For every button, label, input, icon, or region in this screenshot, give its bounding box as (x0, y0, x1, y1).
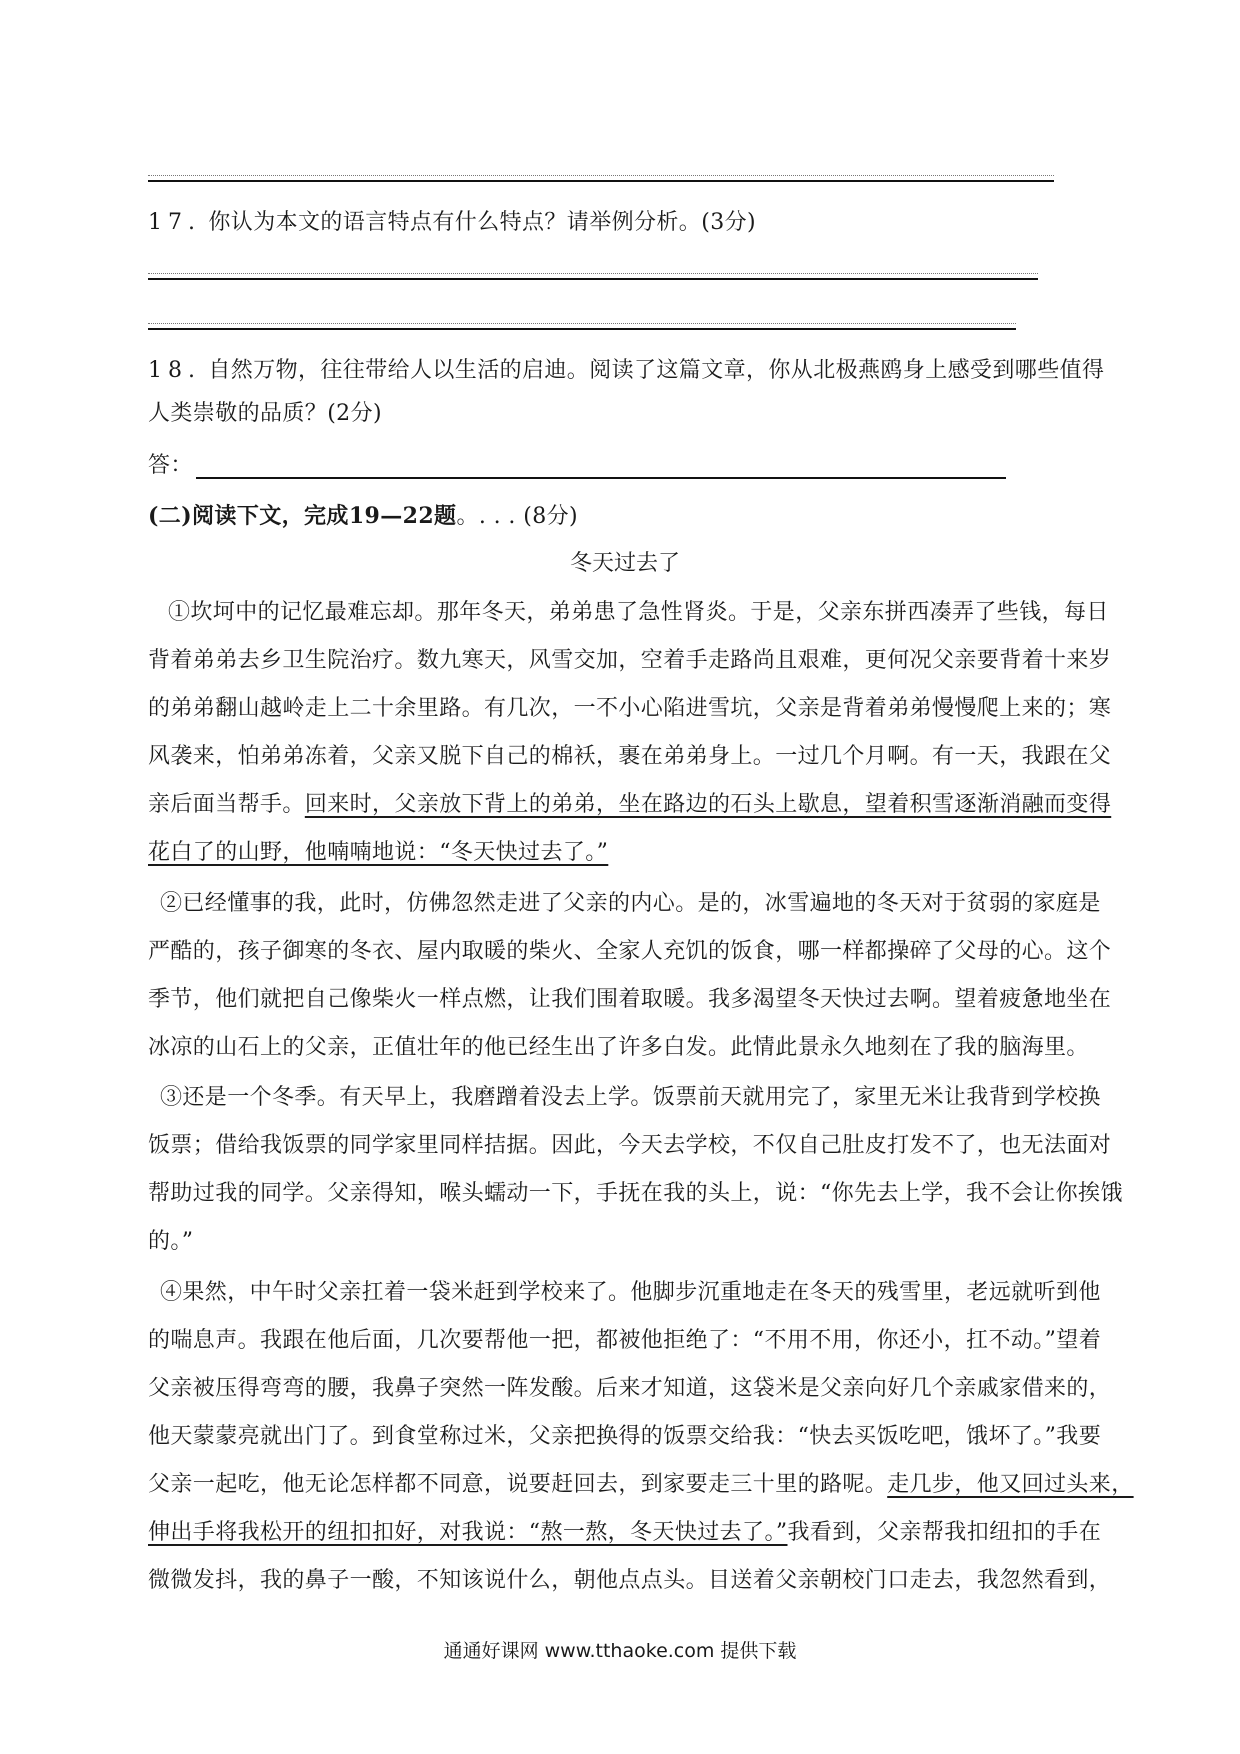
paragraph-2-line-1: ②已经懂事的我，此时，仿佛忽然走进了父亲的内心。是的，冰雪遍地的冬天对于贫弱的家庭是 (160, 891, 1101, 916)
paragraph-2-line-4: 冰凉的山石上的父亲，正值壮年的他已经生出了许多白发。此情此景永久地刻在了我的脑海里。 (148, 1035, 1089, 1060)
paragraph-1-line-3: 的弟弟翻山越岭走上二十余里路。有几次，一不小心陷进雪坑，父亲是背着弟弟慢慢爬上来的；寒 (148, 696, 1112, 721)
paragraph-4-line-5 (148, 1469, 1134, 1501)
question-18-line2: 人类崇敬的品质？(2分) (148, 401, 382, 426)
question-17 (148, 207, 756, 239)
paragraph-1-underlined-sentence-b: 花白了的山野，他喃喃地说：“冬天快过去了。” (148, 840, 609, 865)
paragraph-4-line-2: 的喘息声。我跟在他后面，几次要帮他一把，都被他拒绝了：“不用不用，你还小，扛不动。”望着 (148, 1328, 1102, 1353)
section-heading-tail: 。. . . (456, 504, 516, 529)
paragraph-1-line-5-plain: 亲后面当帮手。 (148, 792, 305, 817)
paragraph-4-line-6-plain: 我看到，父亲帮我扣纽扣的手在 (787, 1520, 1102, 1545)
answer-line-18 (196, 477, 1006, 479)
page-footer: 通通好课网 www.tthaoke.com 提供下载 (443, 1640, 797, 1662)
paragraph-3-line-3: 帮助过我的同学。父亲得知，喉头蠕动一下，手抚在我的头上，说：“你先去上学，我不会让你挨饿 (148, 1181, 1123, 1206)
question-17-number: 17. (148, 210, 201, 235)
article-title: 冬天过去了 (569, 551, 680, 576)
question-17-text: 你认为本文的语言特点有什么特点？请举例分析。(3分) (208, 210, 756, 235)
section-points: (8分) (523, 504, 578, 529)
answer-line-top (148, 180, 1054, 182)
paragraph-4-line-3: 父亲被压得弯弯的腰，我鼻子突然一阵发酸。后来才知道，这袋米是父亲向好几个亲戚家借来的， (148, 1376, 1112, 1401)
question-18-number: 18. (148, 358, 201, 383)
section-heading (148, 500, 578, 533)
paragraph-3-line-4: 的。” (148, 1229, 194, 1254)
paragraph-4-line-7: 微微发抖，我的鼻子一酸，不知该说什么，朝他点点头。目送着父亲朝校门口走去，我忽然看到， (148, 1568, 1112, 1593)
paragraph-3-line-1: ③还是一个冬季。有天早上，我磨蹭着没去上学。饭票前天就用完了，家里无米让我背到学校换 (160, 1085, 1101, 1110)
paragraph-3-line-2: 饭票；借给我饭票的同学家里同样拮据。因此，今天去学校，不仅自己肚皮打发不了，也无法面对 (148, 1133, 1112, 1158)
paragraph-2-line-2: 严酷的，孩子御寒的冬衣、屋内取暖的柴火、全家人充饥的饭食，哪一样都操碎了父母的心。这个 (148, 939, 1112, 964)
answer-label: 答： (148, 453, 193, 478)
question-18-line1 (148, 355, 1104, 387)
paragraph-4-line-4: 他天蒙蒙亮就出门了。到食堂称过米，父亲把换得的饭票交给我：“快去买饭吃吧，饿坏了。”我要 (148, 1424, 1102, 1449)
paragraph-4-line-5-plain: 父亲一起吃，他无论怎样都不同意，说要赶回去，到家要走三十里的路呢。 (148, 1472, 888, 1497)
question-18-text: 自然万物，往往带给人以生活的启迪。阅读了这篇文章，你从北极燕鸥身上感受到哪些值得 (208, 358, 1105, 383)
paragraph-4-line-6 (148, 1517, 1101, 1549)
paragraph-1-line-1: ①坎坷中的记忆最难忘却。那年冬天，弟弟患了急性肾炎。于是，父亲东拼西凑弄了些钱，每日 (168, 600, 1109, 625)
paragraph-2-line-3: 季节，他们就把自己像柴火一样点燃，让我们围着取暖。我多渴望冬天快过去啊。望着疲惫地坐在 (148, 987, 1112, 1012)
paragraph-1-line-5 (148, 789, 1111, 821)
paragraph-4-line-1: ④果然，中午时父亲扛着一袋米赶到学校来了。他脚步沉重地走在冬天的残雪里，老远就听到他 (160, 1280, 1101, 1305)
paragraph-1-line-2: 背着弟弟去乡卫生院治疗。数九寒天，风雪交加，空着手走路尚且艰难，更何况父亲要背着十来岁 (148, 648, 1112, 673)
paragraph-4-underlined-sentence-b: 伸出手将我松开的纽扣扣好，对我说：“熬一熬，冬天快过去了。” (148, 1520, 788, 1545)
answer-line-17b (148, 328, 1016, 330)
section-heading-text: (二)阅读下文，完成19—22题 (148, 503, 457, 529)
paragraph-1-line-4: 风袭来，怕弟弟冻着，父亲又脱下自己的棉袄，裹在弟弟身上。一过几个月啊。有一天，我跟在父 (148, 744, 1112, 769)
answer-line-17a (148, 278, 1038, 280)
paragraph-4-underlined-sentence-a: 走几步，他又回过头来， (887, 1472, 1134, 1497)
paragraph-1-underlined-sentence-a: 回来时，父亲放下背上的弟弟，坐在路边的石头上歇息，望着积雪逐渐消融而变得 (304, 792, 1112, 817)
